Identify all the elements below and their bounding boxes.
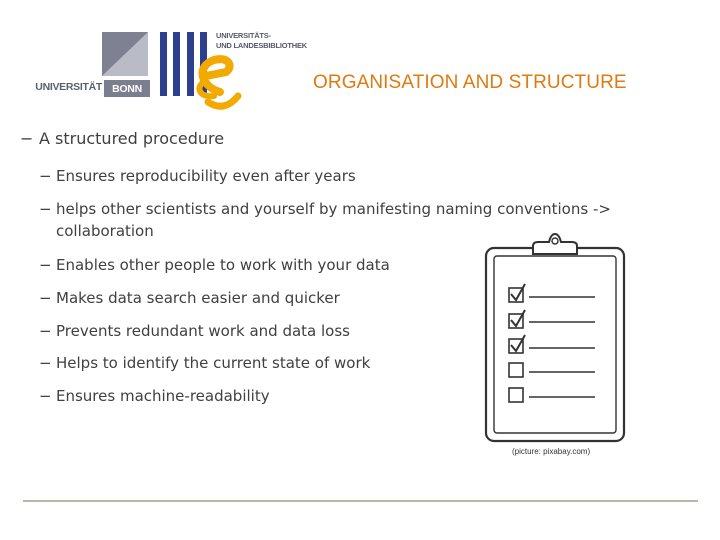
ulb-logo-line-1: UNIVERSITÄTS- — [216, 31, 271, 40]
bullet-marker: − — [39, 289, 52, 307]
sub-bullet-text: Ensures reproducibility even after years — [56, 167, 356, 185]
clipboard-checklist-icon — [483, 232, 628, 444]
main-bullet-text: A structured procedure — [39, 129, 225, 148]
main-bullet — [20, 128, 224, 150]
header-logos — [20, 30, 312, 114]
sub-bullet-text: Makes data search easier and quicker — [56, 289, 340, 307]
sub-bullet — [39, 165, 676, 187]
bullet-marker: − — [39, 354, 52, 372]
sub-bullet-text: helps other scientists and yourself by manifesting naming conventions -> — [56, 200, 611, 218]
bullet-marker: − — [39, 256, 52, 274]
ulb-logo-text — [216, 31, 312, 51]
sub-bullet-text: Helps to identify the current state of work — [56, 354, 371, 372]
university-logo-word: UNIVERSITÄT — [35, 81, 102, 93]
picture-caption: (picture: pixabay.com) — [512, 447, 591, 456]
bullet-marker: − — [39, 167, 52, 185]
sub-bullet-text: Prevents redundant work and data loss — [56, 322, 350, 340]
bullet-marker: − — [20, 129, 34, 148]
bullet-marker: − — [39, 200, 52, 218]
ulb-logo-line-2: UND LANDESBIBLIOTHEK — [216, 41, 307, 50]
bonn-logo-word: BONN — [104, 80, 150, 97]
sub-bullet-text: Ensures machine-readability — [56, 387, 270, 405]
slide-title: ORGANISATION AND STRUCTURE — [313, 72, 627, 93]
footer-divider — [23, 500, 698, 502]
bullet-marker: − — [39, 322, 52, 340]
university-logo-mark — [20, 30, 150, 110]
sub-bullet-text-continuation: collaboration — [56, 222, 154, 240]
bullet-marker: − — [39, 387, 52, 405]
sub-bullet-text: Enables other people to work with your data — [56, 256, 390, 274]
university-bonn-logo — [20, 30, 150, 110]
clipboard-illustration — [483, 232, 628, 444]
